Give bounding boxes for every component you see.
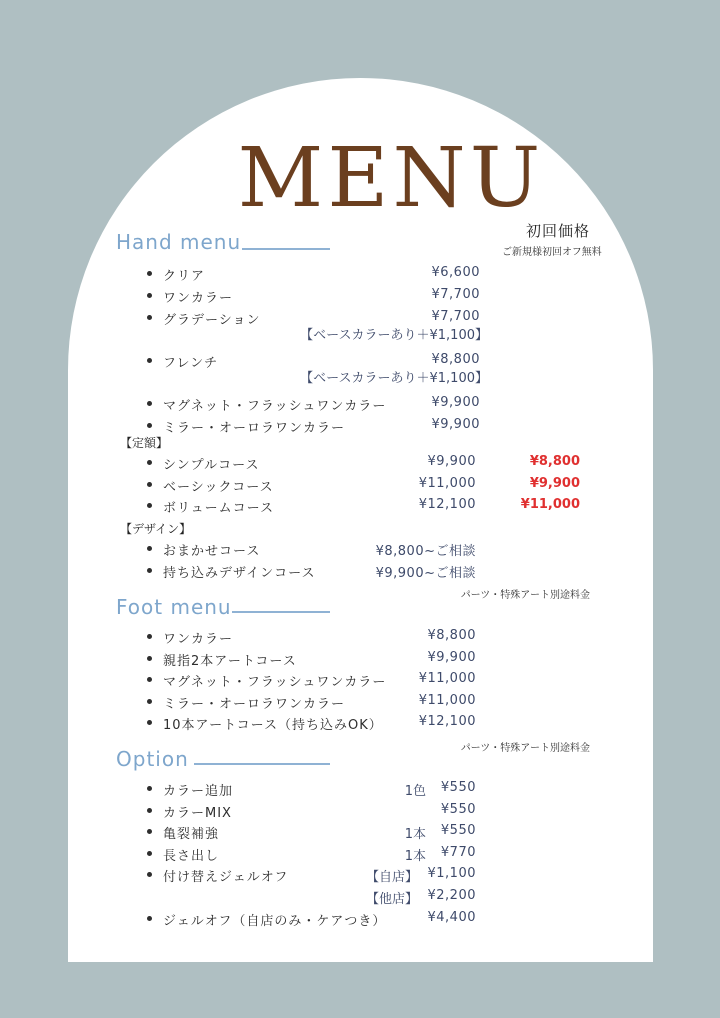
list-item: シンプルコース	[163, 454, 260, 473]
item-price: ¥12,100	[418, 714, 476, 729]
first-visit-price: ¥9,900	[529, 476, 580, 491]
list-item: ミラー・オーロラワンカラー	[163, 693, 345, 712]
list-item: ボリュームコース	[163, 497, 274, 516]
option-unit: 【他店】	[365, 892, 418, 907]
list-item: ワンカラー	[163, 628, 233, 647]
item-price: ¥11,000	[418, 671, 476, 686]
menu-title: MENU	[237, 131, 545, 226]
list-item: マグネット・フラッシュワンカラー	[163, 395, 386, 414]
list-item: ジェルオフ（自店のみ・ケアつき）	[163, 910, 386, 929]
list-item: 持ち込みデザインコース	[163, 562, 315, 581]
list-item: クリア	[163, 265, 205, 284]
item-price: ¥550	[440, 780, 476, 795]
item-price: ¥11,000	[418, 476, 476, 491]
foot-menu-heading: Foot menu	[116, 595, 232, 619]
list-item: 10本アートコース（持ち込みOK）	[163, 714, 383, 733]
hand-footnote: パーツ・特殊アート別途料金	[460, 590, 590, 601]
item-price: ¥7,700	[431, 287, 480, 302]
list-item: おまかせコース	[163, 540, 260, 559]
item-price: ¥9,900	[427, 650, 476, 665]
item-price: ¥6,600	[431, 265, 480, 280]
item-price: ¥8,800	[431, 352, 480, 367]
list-item: グラデーション	[163, 309, 260, 328]
design-group-label: 【デザイン】	[120, 522, 192, 536]
list-item: 長さ出し	[163, 845, 219, 864]
item-price: ¥8,800	[427, 628, 476, 643]
list-item: カラーMIX	[163, 802, 232, 821]
list-item: ワンカラー	[163, 287, 233, 306]
list-item: 付け替えジェルオフ	[163, 866, 288, 885]
option-unit: 1本	[404, 849, 426, 864]
item-note: 【ベースカラーあり＋¥1,100】	[300, 371, 488, 386]
hand-menu-rule	[242, 248, 330, 250]
item-price: ¥1,100	[427, 866, 476, 881]
item-price: ¥770	[440, 845, 476, 860]
item-price: ¥550	[440, 823, 476, 838]
foot-menu-rule	[232, 611, 330, 613]
list-item: マグネット・フラッシュワンカラー	[163, 671, 386, 690]
option-rule	[194, 763, 330, 765]
list-item: カラー追加	[163, 780, 233, 799]
item-price: ¥9,900	[431, 395, 480, 410]
item-price: ¥4,400	[427, 910, 476, 925]
item-price: ¥9,900	[427, 454, 476, 469]
option-unit: 【自店】	[365, 870, 418, 885]
item-price: ¥8,800~ご相談	[375, 544, 476, 559]
first-visit-price: ¥11,000	[520, 497, 580, 512]
item-price: ¥11,000	[418, 693, 476, 708]
foot-footnote: パーツ・特殊アート別途料金	[460, 743, 590, 754]
hand-menu-heading: Hand menu	[116, 230, 242, 254]
item-price: ¥2,200	[427, 888, 476, 903]
first-price-note: ご新規様初回オフ無料	[502, 247, 602, 258]
list-item: 親指2本アートコース	[163, 650, 297, 669]
item-price: ¥9,900	[431, 417, 480, 432]
option-heading: Option	[116, 747, 189, 771]
fixed-group-label: 【定額】	[120, 436, 169, 450]
list-item: ミラー・オーロラワンカラー	[163, 417, 345, 436]
item-price: ¥9,900~ご相談	[375, 566, 476, 581]
item-price: ¥550	[440, 802, 476, 817]
item-price: ¥7,700	[431, 309, 480, 324]
list-item: 亀裂補強	[163, 823, 219, 842]
list-item: フレンチ	[163, 352, 218, 371]
option-unit: 1色	[404, 784, 426, 799]
list-item: ベーシックコース	[163, 476, 274, 495]
item-price: ¥12,100	[418, 497, 476, 512]
option-unit: 1本	[404, 827, 426, 842]
first-price-label: 初回価格	[526, 222, 591, 240]
first-visit-price: ¥8,800	[529, 454, 580, 469]
item-note: 【ベースカラーあり＋¥1,100】	[300, 328, 488, 343]
